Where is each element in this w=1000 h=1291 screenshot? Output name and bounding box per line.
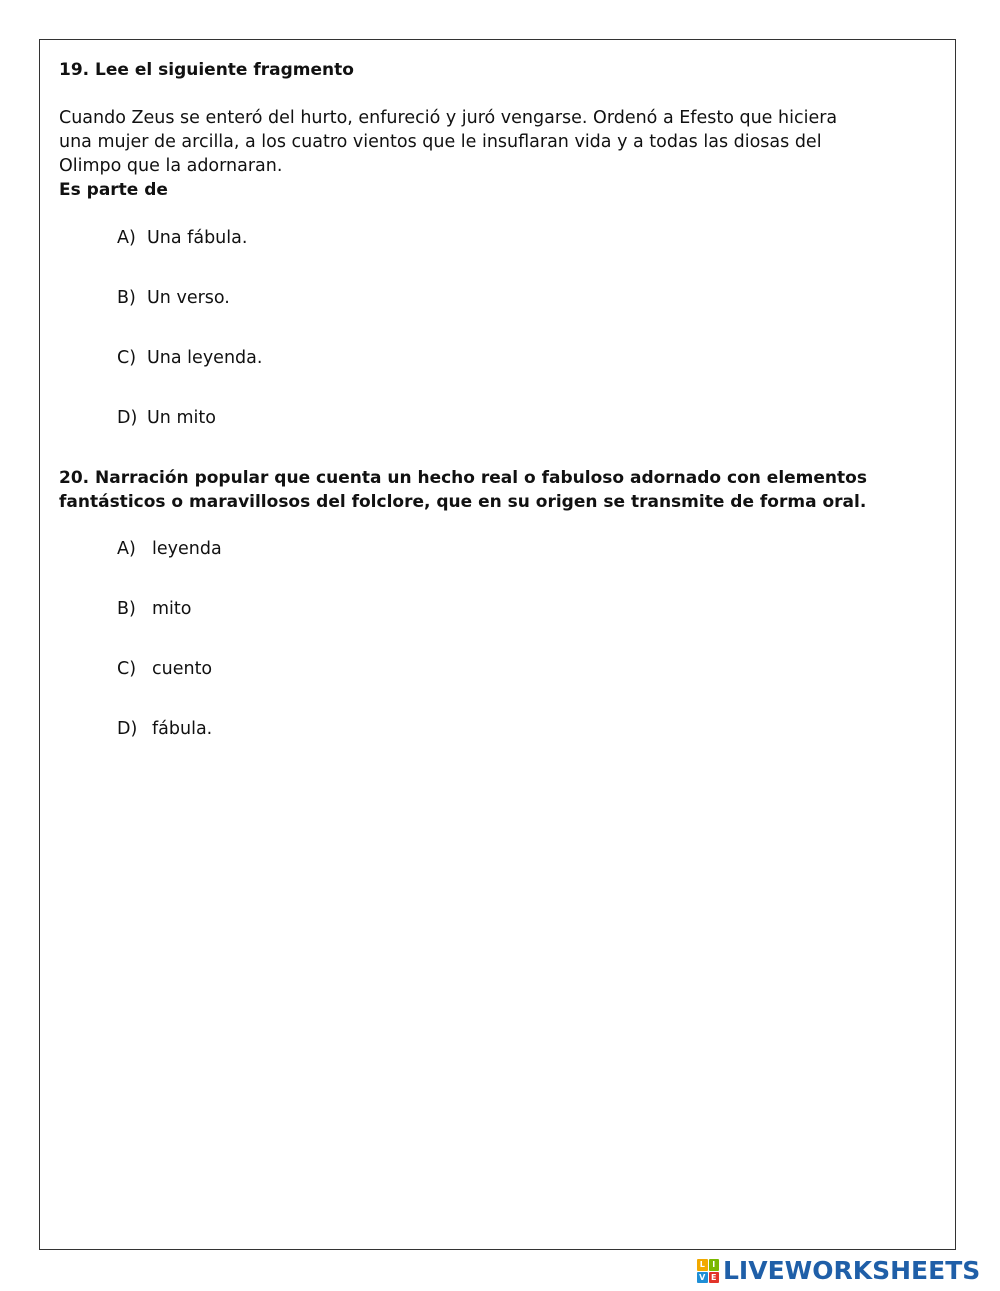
option-text: Un mito	[147, 408, 216, 428]
question-20-block	[59, 466, 919, 741]
question-19-passage: Cuando Zeus se enteró del hurto, enfureció y juró vengarse. Ordenó a Efesto que hiciera una mujer de arcilla, a los cuatro vientos que le insuflaran vida y a todas las diosas del Olimpo que la adornaran.	[59, 108, 838, 176]
option-20-d[interactable]	[117, 717, 919, 741]
question-20-title: 20. Narración popular que cuenta un hecho real o fabuloso adornado con elementos fantásticos o maravillosos del folclore, que en su origen se transmite de forma oral.	[59, 468, 867, 512]
option-text: Una leyenda.	[147, 348, 263, 368]
option-letter: D)	[117, 719, 138, 739]
logo-tile: E	[709, 1272, 720, 1284]
option-text: Un verso.	[147, 288, 230, 308]
option-letter: B)	[117, 288, 136, 308]
option-letter: C)	[117, 659, 137, 679]
option-letter: A)	[117, 539, 136, 559]
option-letter: A)	[117, 228, 136, 248]
option-text: Una fábula.	[147, 228, 248, 248]
option-19-c[interactable]	[117, 346, 919, 370]
question-19-title: 19. Lee el siguiente fragmento	[59, 60, 354, 80]
option-20-c[interactable]	[117, 657, 919, 681]
logo-tile: I	[709, 1259, 720, 1271]
question-19-prompt: Es parte de	[59, 180, 168, 200]
option-text: leyenda	[152, 539, 222, 559]
logo-tile: L	[697, 1259, 708, 1271]
liveworksheets-logo-icon	[697, 1259, 719, 1283]
liveworksheets-logo	[697, 1258, 980, 1284]
liveworksheets-logo-text: LIVEWORKSHEETS	[723, 1256, 981, 1285]
option-20-a[interactable]	[117, 537, 919, 561]
option-19-b[interactable]	[117, 286, 919, 310]
question-19-options	[59, 226, 919, 430]
option-text: fábula.	[152, 719, 213, 739]
option-text: cuento	[152, 659, 213, 679]
option-19-a[interactable]	[117, 226, 919, 250]
logo-tile: V	[697, 1272, 708, 1284]
question-20-options	[59, 537, 919, 741]
option-text: mito	[152, 599, 192, 619]
option-letter: D)	[117, 408, 138, 428]
option-letter: C)	[117, 348, 137, 368]
worksheet-content	[59, 58, 919, 777]
option-19-d[interactable]	[117, 406, 919, 430]
option-letter: B)	[117, 599, 136, 619]
option-20-b[interactable]	[117, 597, 919, 621]
